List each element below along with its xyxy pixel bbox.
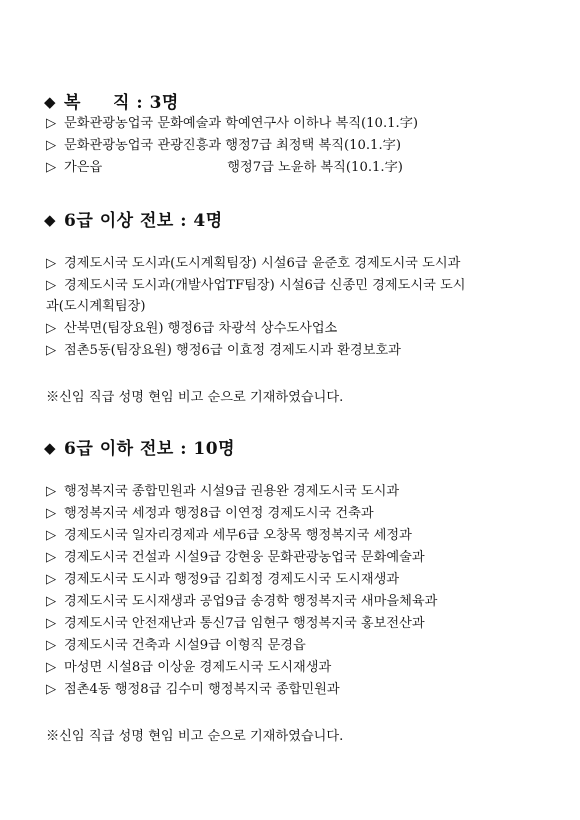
list-item: [46, 527, 546, 545]
item-text: 경제도시국 건설과 시설9급 강현웅 문화관광농업국 문화예술과: [64, 550, 425, 565]
triangle-bullet-icon: ▷: [46, 572, 57, 587]
item-text: 경제도시국 도시과(개발사업TF팀장) 시설6급 신종민 경제도시국 도시: [64, 278, 466, 293]
section-heading-transfer-grade6-below: [44, 434, 235, 459]
item-text: 문화관광농업국 문화예술과 학예연구사 이하나 복직(10.1.字): [64, 116, 419, 131]
list-item: [46, 615, 546, 633]
diamond-icon: ◆: [44, 439, 57, 457]
item-text: 경제도시국 건축과 시설9급 이형직 문경읍: [64, 638, 306, 653]
footnote: ※신임 직급 성명 현임 비고 순으로 기재하였습니다.: [46, 390, 344, 405]
list-item: [46, 659, 546, 677]
item-text: 경제도시국 도시과(도시계획팀장) 시설6급 윤준호 경제도시국 도시과: [64, 256, 461, 271]
list-item: [46, 549, 546, 567]
triangle-bullet-icon: ▷: [46, 506, 57, 521]
diamond-icon: ◆: [44, 211, 57, 229]
list-item: [46, 255, 546, 273]
item-text: 경제도시국 안전재난과 통신7급 임현구 행정복지국 홍보전산과: [64, 616, 425, 631]
section-heading-transfer-grade6-above: [44, 206, 223, 231]
item-text: 행정7급 노윤하 복직(10.1.字): [227, 160, 403, 175]
triangle-bullet-icon: ▷: [46, 484, 57, 499]
triangle-bullet-icon: ▷: [46, 638, 57, 653]
triangle-bullet-icon: ▷: [46, 256, 57, 271]
triangle-bullet-icon: ▷: [46, 138, 57, 153]
list-item: [46, 159, 546, 177]
item-text: 마성면 시설8급 이상윤 경제도시국 도시재생과: [64, 660, 332, 675]
list-item: [46, 137, 546, 155]
heading-text: 복 직 : 3명: [64, 93, 179, 113]
item-text: 경제도시국 도시재생과 공업9급 송경학 행정복지국 새마을체육과: [64, 594, 438, 609]
list-item: [46, 505, 546, 523]
item-text: 행정복지국 세정과 행정8급 이연정 경제도시국 건축과: [64, 506, 374, 521]
list-item: [46, 571, 546, 589]
triangle-bullet-icon: ▷: [46, 528, 57, 543]
triangle-bullet-icon: ▷: [46, 594, 57, 609]
triangle-bullet-icon: ▷: [46, 278, 57, 293]
list-item: [46, 277, 546, 295]
list-item: [46, 320, 546, 338]
list-item: [46, 681, 546, 699]
triangle-bullet-icon: ▷: [46, 116, 57, 131]
heading-text: 6급 이상 전보 : 4명: [64, 211, 223, 231]
list-item: [46, 342, 546, 360]
diamond-icon: ◆: [44, 93, 57, 111]
item-text: 산북면(팀장요원) 행정6급 차광석 상수도사업소: [64, 321, 338, 336]
list-item-continuation: [46, 298, 546, 316]
item-text: 행정복지국 종합민원과 시설9급 권용완 경제도시국 도시과: [64, 484, 400, 499]
item-text: 경제도시국 일자리경제과 세무6급 오창목 행정복지국 세정과: [64, 528, 412, 543]
item-text: 점촌4동 행정8급 김수미 행정복지국 종합민원과: [64, 682, 340, 697]
triangle-bullet-icon: ▷: [46, 343, 57, 358]
item-text: 점촌5동(팀장요원) 행정6급 이효정 경제도시과 환경보호과: [64, 343, 401, 358]
triangle-bullet-icon: ▷: [46, 550, 57, 565]
list-item: [46, 593, 546, 611]
triangle-bullet-icon: ▷: [46, 682, 57, 697]
list-item: [46, 637, 546, 655]
list-item: [46, 483, 546, 501]
triangle-bullet-icon: ▷: [46, 616, 57, 631]
section-heading-reinstatement: [44, 88, 179, 113]
item-text: 문화관광농업국 관광진흥과 행정7급 최정택 복직(10.1.字): [64, 138, 401, 153]
triangle-bullet-icon: ▷: [46, 660, 57, 675]
list-item: [46, 115, 546, 133]
footnote: ※신임 직급 성명 현임 비고 순으로 기재하였습니다.: [46, 729, 344, 744]
item-text: 경제도시국 도시과 행정9급 김회정 경제도시국 도시재생과: [64, 572, 400, 587]
heading-text: 6급 이하 전보 : 10명: [64, 439, 236, 459]
item-text: 과(도시계획팀장): [46, 299, 146, 314]
triangle-bullet-icon: ▷: [46, 160, 57, 175]
triangle-bullet-icon: ▷: [46, 321, 57, 336]
item-text: 가은읍: [64, 160, 103, 175]
